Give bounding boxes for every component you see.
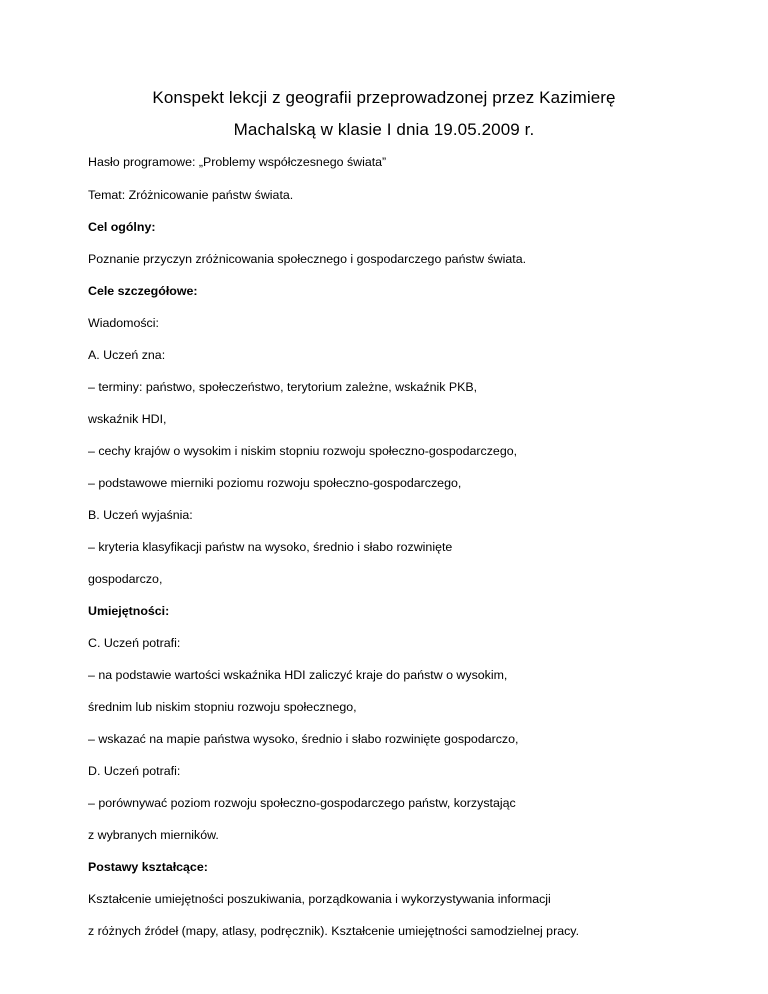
section-heading-skills: Umiejętności: bbox=[88, 604, 170, 618]
document-title-line-2: Machalską w klasie I dnia 19.05.2009 r. bbox=[233, 120, 535, 139]
list-item: ‒ terminy: państwo, społeczeństwo, terytorium zależne, wskaźnik PKB, bbox=[88, 380, 478, 394]
list-item-continuation: średnim lub niskim stopniu rozwoju społecznego, bbox=[88, 700, 357, 714]
section-heading-general-goal: Cel ogólny: bbox=[88, 220, 156, 234]
list-label-c: C. Uczeń potrafi: bbox=[88, 636, 181, 650]
attitudes-text-continuation: z różnych źródeł (mapy, atlasy, podręcznik). Kształcenie umiejętności samodzielnej pracy. bbox=[88, 924, 580, 938]
program-motto: Hasło programowe: „Problemy współczesnego świata” bbox=[88, 155, 387, 169]
list-label-b: B. Uczeń wyjaśnia: bbox=[88, 508, 193, 522]
attitudes-text: Kształcenie umiejętności poszukiwania, porządkowania i wykorzystywania informacji bbox=[88, 892, 551, 906]
list-item: ‒ wskazać na mapie państwa wysoko, średnio i słabo rozwinięte gospodarczo, bbox=[88, 732, 519, 746]
list-item-continuation: gospodarczo, bbox=[88, 572, 163, 586]
list-item: ‒ kryteria klasyfikacji państw na wysoko, średnio i słabo rozwinięte bbox=[88, 540, 453, 554]
list-item-continuation: wskaźnik HDI, bbox=[88, 412, 167, 426]
list-item-continuation: z wybranych mierników. bbox=[88, 828, 219, 842]
document-title-line-1: Konspekt lekcji z geografii przeprowadzonej przez Kazimierę bbox=[152, 88, 616, 107]
list-item: ‒ cechy krajów o wysokim i niskim stopniu rozwoju społeczno-gospodarczego, bbox=[88, 444, 518, 458]
list-label-a: A. Uczeń zna: bbox=[88, 348, 166, 362]
subsection-knowledge: Wiadomości: bbox=[88, 316, 159, 330]
list-label-d: D. Uczeń potrafi: bbox=[88, 764, 181, 778]
lesson-topic: Temat: Zróżnicowanie państw świata. bbox=[88, 188, 294, 202]
section-heading-detailed-goals: Cele szczegółowe: bbox=[88, 284, 198, 298]
general-goal-text: Poznanie przyczyn zróżnicowania społecznego i gospodarczego państw świata. bbox=[88, 252, 527, 266]
list-item: ‒ porównywać poziom rozwoju społeczno-gospodarczego państw, korzystając bbox=[88, 796, 516, 810]
list-item: ‒ podstawowe mierniki poziomu rozwoju społeczno-gospodarczego, bbox=[88, 476, 462, 490]
section-heading-attitudes: Postawy kształcące: bbox=[88, 860, 208, 874]
list-item: ‒ na podstawie wartości wskaźnika HDI zaliczyć kraje do państw o wysokim, bbox=[88, 668, 508, 682]
